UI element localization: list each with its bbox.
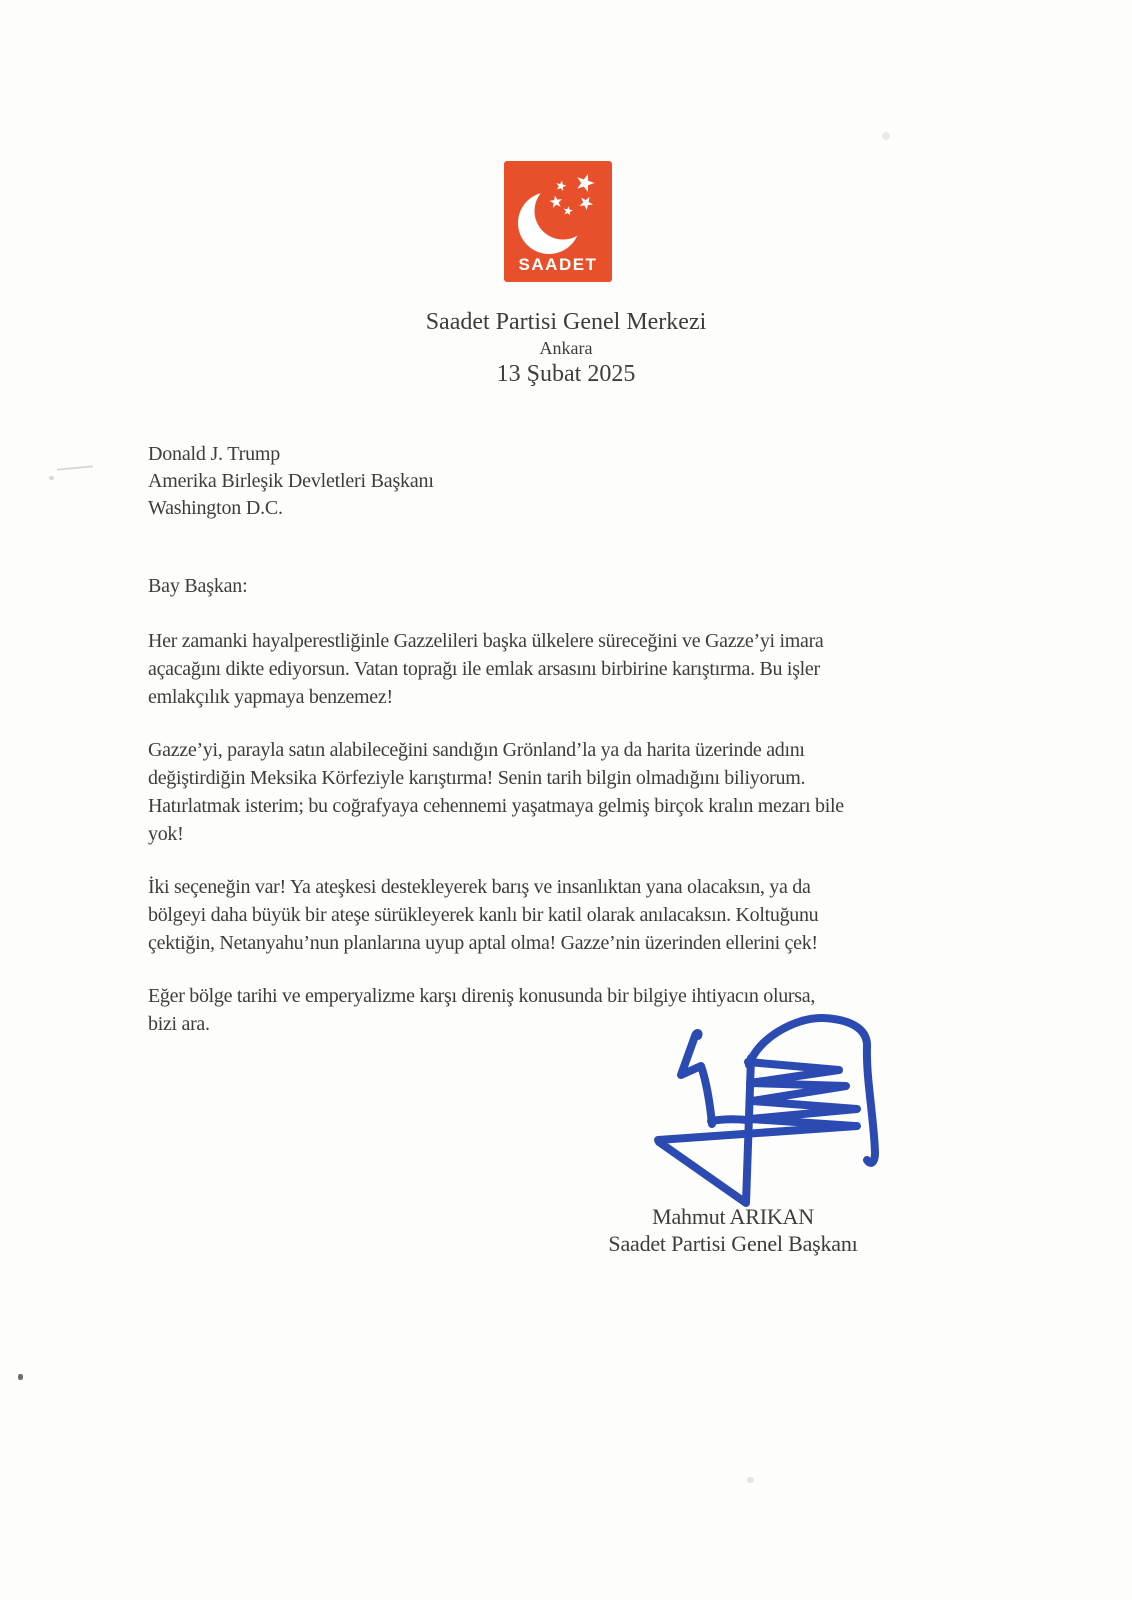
body-line: bölgeyi daha büyük bir ateşe sürükleyerek kanlı bir katil olarak anılacaksın. Koltuğunu [148,904,819,926]
pencil-mark-dot [49,476,54,480]
pencil-mark [57,465,93,470]
salutation: Bay Başkan: [148,575,248,597]
scan-speck-bottom-center [747,1477,754,1483]
signoff-block [533,1203,933,1257]
body-line: İki seçeneğin var! Ya ateşkesi destekleyerek barış ve insanlıktan yana olacaksın, ya da [148,876,811,898]
body-line: çektiğin, Netanyahu’nun planlarına uyup aptal olma! Gazze’nin üzerinden ellerini çek! [148,932,818,954]
recipient-title: Amerika Birleşik Devletleri Başkanı [148,470,434,492]
letterhead-date: 13 Şubat 2025 [496,361,636,387]
body-line: Hatırlatmak isterim; bu coğrafyaya cehennemi yaşatmaya gelmiş birçok kralın mezarı bile [148,795,844,817]
body-line: Eğer bölge tarihi ve emperyalizme karşı direniş konusunda bir bilgiye ihtiyacın olursa, [148,985,816,1007]
body-line: açacağını dikte ediyorsun. Vatan toprağı ile emlak arsasını birbirine karıştırma. Bu işler [148,658,820,680]
paragraph-1 [148,627,1108,711]
letterhead-city: Ankara [539,338,593,358]
paragraph-4 [148,982,1108,1038]
letterhead-organization: Saadet Partisi Genel Merkezi [425,309,707,335]
paragraph-2 [148,736,1108,848]
letter-body [148,627,1108,1063]
scan-speck-bottom-left [18,1374,23,1380]
signer-name: Mahmut ARIKAN [652,1204,814,1229]
body-line: yok! [148,823,184,845]
letterhead [0,308,1132,389]
body-line: Her zamanki hayalperestliğinle Gazzelileri başka ülkelere süreceğini ve Gazze’yi imara [148,630,824,652]
body-line: bizi ara. [148,1013,210,1035]
paragraph-3 [148,873,1108,957]
saadet-party-logo [504,161,612,282]
recipient-block [148,441,434,522]
signer-title: Saadet Partisi Genel Başkanı [608,1231,858,1256]
recipient-name: Donald J. Trump [148,443,281,465]
signature-ink [645,1013,895,1208]
recipient-location: Washington D.C. [148,497,283,519]
body-line: değiştirdiğin Meksika Körfeziyle karıştırma! Senin tarih bilgin olmadığını biliyorum. [148,767,806,789]
scan-speck-top-right [882,132,890,140]
body-line: Gazze’yi, parayla satın alabileceğini sandığın Grönland’la ya da harita üzerinde adını [148,739,805,761]
logo-wordmark: SAADET [518,255,598,274]
body-line: emlakçılık yapmaya benzemez! [148,686,393,708]
